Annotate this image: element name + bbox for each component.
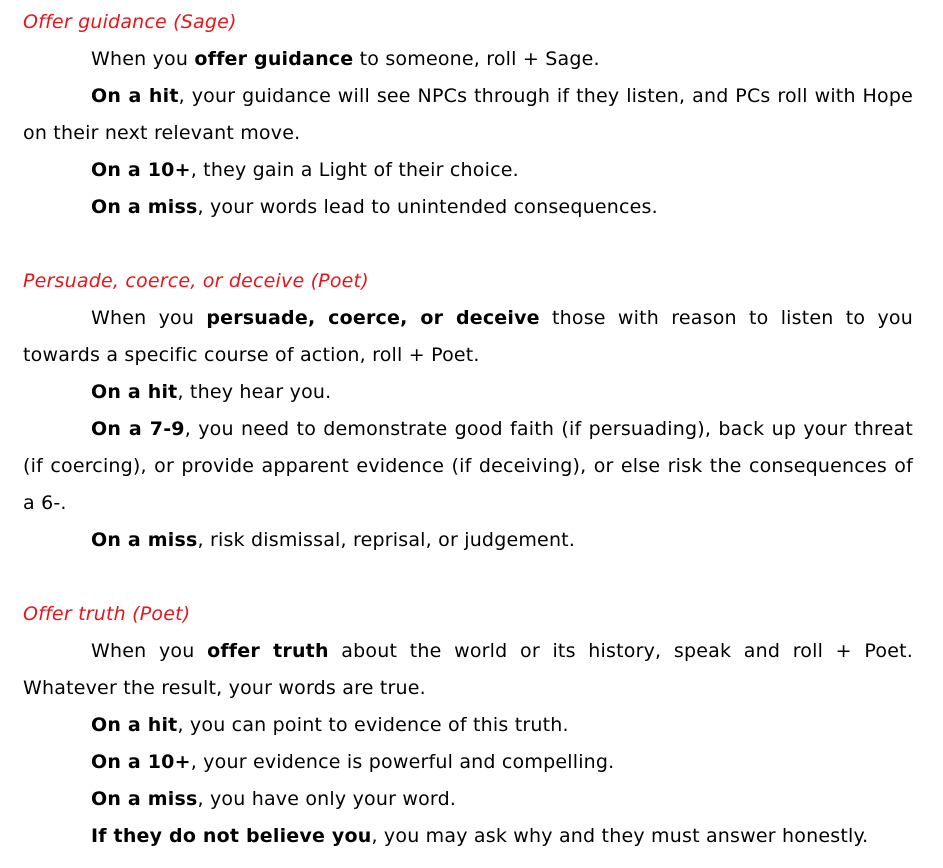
move-paragraph: [23, 374, 913, 411]
paragraph-keyword: On a hit: [91, 381, 178, 403]
paragraph-keyword: persuade, coerce, or deceive: [206, 307, 540, 329]
paragraph-text: , they gain a Light of their choice.: [190, 159, 519, 181]
paragraph-keyword: offer truth: [207, 640, 329, 662]
paragraph-keyword: If they do not believe you: [91, 825, 372, 847]
paragraph-text: , your evidence is powerful and compelling.: [190, 751, 615, 773]
move-paragraph: [23, 78, 913, 152]
move-paragraph: [23, 707, 913, 744]
move-paragraph: [23, 781, 913, 818]
paragraph-lead: When you: [91, 307, 207, 329]
move-paragraph: [23, 818, 913, 855]
paragraph-lead: When you: [91, 640, 208, 662]
move-title: Persuade, coerce, or deceive (Poet): [23, 270, 369, 292]
move-title: Offer guidance (Sage): [23, 11, 237, 33]
paragraph-keyword: On a 7-9: [91, 418, 185, 440]
paragraph-lead: When you: [91, 48, 195, 70]
move-paragraph: [23, 411, 913, 522]
paragraph-keyword: On a miss: [91, 529, 198, 551]
move-paragraph: [23, 744, 913, 781]
paragraph-text: , your words lead to unintended consequences.: [197, 196, 658, 218]
paragraph-text: , you need to demonstrate good faith (if persuading), back up your threat (if coercing), or provide apparent evidence (if deceiving), or else risk the consequences of a 6-.: [23, 418, 913, 514]
paragraph-text: those with reason to listen to you towards a specific course of action, roll + Poet.: [23, 307, 913, 366]
move-offer-guidance: [23, 4, 913, 226]
paragraph-keyword: On a miss: [91, 196, 198, 218]
move-paragraph: [23, 633, 913, 707]
paragraph-text: , you may ask why and they must answer honestly.: [371, 825, 869, 847]
move-title: Offer truth (Poet): [23, 603, 191, 625]
paragraph-text: , your guidance will see NPCs through if they listen, and PCs roll with Hope on their next relevant move.: [23, 85, 913, 144]
paragraph-keyword: On a 10+: [91, 751, 191, 773]
move-paragraph: [23, 522, 913, 559]
move-persuade-coerce-deceive: [23, 263, 913, 559]
move-paragraph: [23, 300, 913, 374]
move-paragraph: [23, 152, 913, 189]
paragraph-text: , you have only your word.: [197, 788, 457, 810]
paragraph-text: , risk dismissal, reprisal, or judgement.: [197, 529, 576, 551]
paragraph-text: about the world or its history, speak and roll + Poet. Whatever the result, your words are true.: [23, 640, 913, 699]
paragraph-keyword: On a 10+: [91, 159, 191, 181]
paragraph-text: , you can point to evidence of this truth.: [177, 714, 569, 736]
paragraph-text: , they hear you.: [177, 381, 332, 403]
move-offer-truth: [23, 596, 913, 855]
move-paragraph: [23, 41, 913, 78]
paragraph-text: to someone, roll + Sage.: [353, 48, 600, 70]
paragraph-keyword: offer guidance: [194, 48, 354, 70]
paragraph-keyword: On a hit: [91, 85, 179, 107]
paragraph-keyword: On a miss: [91, 788, 198, 810]
move-paragraph: [23, 189, 913, 226]
paragraph-keyword: On a hit: [91, 714, 178, 736]
